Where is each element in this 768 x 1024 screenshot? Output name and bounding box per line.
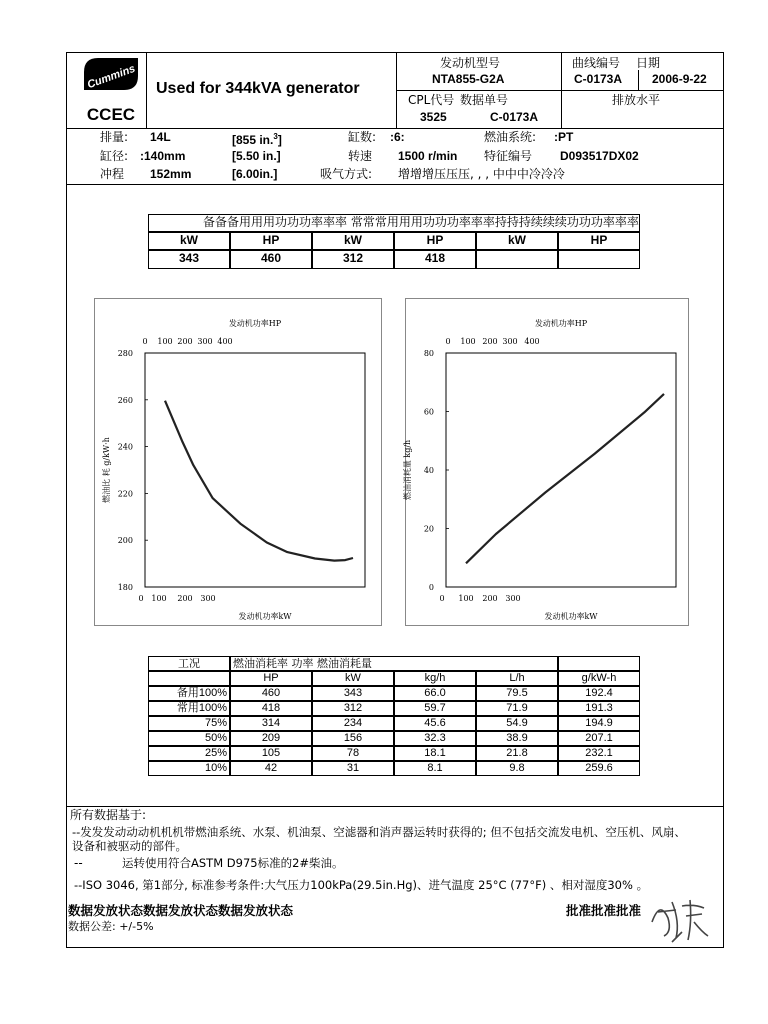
top-axis-tick-label: 0	[142, 337, 148, 346]
fuel-table-cell: 45.6	[394, 716, 476, 731]
fuel-system-label: 燃油系统:	[484, 130, 537, 144]
fuel-table-cell: 18.1	[394, 746, 476, 761]
fuel-table-cell: 192.4	[558, 686, 640, 701]
fuel-table-cell: 66.0	[394, 686, 476, 701]
y-tick-label: 0	[428, 583, 434, 592]
x-tick-label: 300	[200, 594, 216, 603]
feature-value: D093517DX02	[560, 149, 639, 163]
power-table-header: kW	[148, 232, 230, 250]
power-table-value	[558, 250, 640, 269]
chart-fuel-consumption-svg	[403, 299, 690, 627]
fuel-table-cell: 54.9	[476, 716, 558, 731]
fuel-table-header-group: 燃油消耗率 功率 燃油消耗量	[230, 656, 558, 671]
cylinders-label: 缸数:	[348, 130, 377, 144]
fuel-table-cell: 42	[230, 761, 312, 776]
fuel-table-cell: 259.6	[558, 761, 640, 776]
fuel-table-row-label: 50%	[148, 731, 230, 746]
power-table-header: HP	[230, 232, 312, 250]
fuel-table-cell: 314	[230, 716, 312, 731]
notes-line1: --发发发动动动机机机带燃油系统、水泵、机油泵、空滤器和消声器运转时获得的; 但不包括交流发电机、空压机、风扇、	[72, 825, 686, 839]
power-table-header: HP	[394, 232, 476, 250]
top-axis-tick-label: 100	[460, 337, 476, 346]
x-tick-label: 100	[151, 594, 167, 603]
y-tick-label: 80	[423, 349, 434, 358]
series-line	[165, 401, 353, 561]
fuel-table-cell: 8.1	[394, 761, 476, 776]
fuel-table-cell: 105	[230, 746, 312, 761]
aspiration-label: 吸气方式:	[320, 167, 373, 181]
fuel-table-cell: 78	[312, 746, 394, 761]
fuel-table-cell: 207.1	[558, 731, 640, 746]
power-table-value	[476, 250, 558, 269]
x-tick-label: 0	[138, 594, 144, 603]
date-divider	[638, 70, 639, 90]
curve-no-value: C-0173A	[574, 72, 623, 86]
title-divider	[396, 52, 397, 128]
fuel-table-cell: 191.3	[558, 701, 640, 716]
emission-label: 排放水平	[612, 93, 661, 107]
displacement-inches: [855 in.$^3$]	[232, 132, 282, 147]
notes-line1b: 设备和被驱动的部件。	[72, 839, 187, 853]
fuel-table-column-header: g/kW-h	[558, 671, 640, 686]
page-title: Used for 344kVA generator	[156, 80, 360, 97]
fuel-table-cell: 9.8	[476, 761, 558, 776]
top-axis-tick-label: 400	[524, 337, 540, 346]
fuel-table-cell: 79.5	[476, 686, 558, 701]
header-mid-divider	[396, 90, 724, 91]
fuel-table-row-label: 25%	[148, 746, 230, 761]
power-table-header: kW	[312, 232, 394, 250]
x-axis-label: 发动机功率kW	[238, 612, 292, 621]
chart-bsfc-svg	[95, 299, 383, 627]
header-divider	[66, 128, 724, 129]
x-tick-label: 300	[505, 594, 521, 603]
top-axis-tick-label: 200	[177, 337, 193, 346]
power-table-value: 460	[230, 250, 312, 269]
fuel-table-header-blank	[558, 656, 640, 671]
notes-divider	[66, 806, 724, 807]
stroke-label: 冲程	[100, 167, 125, 181]
notes-line2-prefix: --	[74, 856, 83, 870]
top-axis-tick-label: 200	[482, 337, 498, 346]
data-sheet-value: C-0173A	[490, 110, 539, 124]
fuel-table-row-label: 常用100%	[148, 701, 230, 716]
fuel-table-header-condition: 工况	[148, 656, 230, 671]
top-axis-tick-label: 100	[157, 337, 173, 346]
data-release-status: 数据发放状态数据发放状态数据发放状态	[68, 904, 294, 918]
y-tick-label: 240	[117, 442, 133, 452]
stroke-value: 152mm	[150, 167, 192, 181]
aspiration-value: 增增增压压压, , , 中中中冷冷冷	[398, 167, 565, 181]
speed-value: 1500 r/min	[398, 149, 458, 163]
fuel-table-cell: 209	[230, 731, 312, 746]
fuel-table-column-header: L/h	[476, 671, 558, 686]
power-table-header: HP	[558, 232, 640, 250]
displacement-label: 排量:	[100, 130, 129, 144]
specs-divider	[66, 184, 724, 185]
notes-line3: --ISO 3046, 第1部分, 标准参考条件:大气压力100kPa(29.5in.Hg)、进气温度 25°C (77°F) 、相对湿度30% 。	[74, 878, 649, 892]
fuel-table-cell: 194.9	[558, 716, 640, 731]
plot-area	[446, 353, 676, 587]
logo-ccec-text: CCEC	[86, 105, 136, 124]
power-table-value: 418	[394, 250, 476, 269]
fuel-table-row-label: 75%	[148, 716, 230, 731]
fuel-table-column-header: HP	[230, 671, 312, 686]
feature-label: 特征编号	[484, 149, 533, 163]
y-axis-label: 燃油比 耗 g/kW·h	[102, 437, 111, 503]
series-line	[466, 394, 664, 563]
power-table-value: 312	[312, 250, 394, 269]
date-label: 日期	[636, 56, 661, 70]
fuel-table-column-header	[148, 671, 230, 686]
fuel-table-row-label: 10%	[148, 761, 230, 776]
x-tick-label: 200	[177, 594, 193, 603]
x-axis-label: 发动机功率kW	[544, 612, 598, 621]
fuel-table-row-label: 备用100%	[148, 686, 230, 701]
fuel-system-value: :PT	[554, 130, 574, 144]
notes-basis: 所有数据基于:	[70, 808, 147, 822]
y-tick-label: 180	[117, 583, 133, 592]
fuel-table-cell: 232.1	[558, 746, 640, 761]
y-tick-label: 40	[423, 466, 434, 475]
bore-label: 缸径:	[100, 149, 129, 163]
chart-title: 发动机功率HP	[534, 319, 588, 328]
power-table-header: kW	[476, 232, 558, 250]
top-axis-tick-label: 400	[217, 337, 233, 346]
displacement-value: 14L	[150, 130, 171, 144]
fuel-table-cell: 343	[312, 686, 394, 701]
y-tick-label: 20	[423, 524, 434, 534]
curve-divider	[561, 52, 562, 128]
logo-brand-text: Cummins	[85, 62, 137, 92]
logo-divider	[146, 52, 147, 128]
approval-label: 批准批准批准	[566, 904, 642, 918]
fuel-table-cell: 59.7	[394, 701, 476, 716]
speed-label: 转速	[348, 149, 373, 163]
y-tick-label: 220	[117, 489, 133, 499]
cpl-value: 3525	[420, 110, 447, 124]
fuel-table-cell: 21.8	[476, 746, 558, 761]
top-axis-tick-label: 0	[445, 337, 451, 346]
power-table-value: 343	[148, 250, 230, 269]
fuel-table-cell: 234	[312, 716, 394, 731]
fuel-table-cell: 460	[230, 686, 312, 701]
plot-area	[145, 353, 365, 587]
data-sheet-label: 数据单号	[460, 93, 509, 107]
cpl-label: CPL代号	[408, 93, 455, 107]
cylinders-value: :6:	[390, 130, 405, 144]
fuel-table-cell: 156	[312, 731, 394, 746]
bore-inches: [5.50 in.]	[232, 149, 281, 163]
stroke-inches: [6.00in.]	[232, 167, 278, 181]
curve-no-label: 曲线编号	[572, 56, 621, 70]
y-tick-label: 280	[117, 349, 133, 358]
x-tick-label: 0	[439, 594, 445, 603]
fuel-table-cell: 418	[230, 701, 312, 716]
y-axis-label: 燃油消耗量 kg/h	[403, 439, 412, 501]
chart-bsfc	[94, 298, 382, 626]
fuel-table-cell: 71.9	[476, 701, 558, 716]
fuel-table-cell: 32.3	[394, 731, 476, 746]
data-tolerance: 数据公差: +/-5%	[68, 920, 154, 933]
engine-model-label: 发动机型号	[440, 56, 501, 70]
date-value: 2006-9-22	[652, 72, 707, 86]
bore-value: :140mm	[140, 149, 186, 163]
notes-line2: 运转使用符合ASTM D975标准的2#柴油。	[122, 856, 344, 870]
top-axis-tick-label: 300	[197, 337, 213, 346]
y-tick-label: 260	[117, 395, 133, 405]
power-table-title: 备备备用用用功功功率率率 常常常用用用功功功率率率持持持续续续功功功率率率	[148, 214, 640, 232]
cummins-ccec-logo	[80, 54, 142, 126]
top-axis-tick-label: 300	[502, 337, 518, 346]
fuel-table-cell: 31	[312, 761, 394, 776]
fuel-table-column-header: kW	[312, 671, 394, 686]
fuel-table-column-header: kg/h	[394, 671, 476, 686]
x-tick-label: 200	[482, 594, 498, 603]
y-tick-label: 60	[423, 407, 434, 417]
chart-fuel-consumption	[405, 298, 689, 626]
fuel-table-cell: 312	[312, 701, 394, 716]
y-tick-label: 200	[117, 536, 133, 546]
x-tick-label: 100	[458, 594, 474, 603]
engine-model-value: NTA855-G2A	[432, 72, 505, 86]
fuel-table-cell: 38.9	[476, 731, 558, 746]
chart-title: 发动机功率HP	[228, 319, 282, 328]
